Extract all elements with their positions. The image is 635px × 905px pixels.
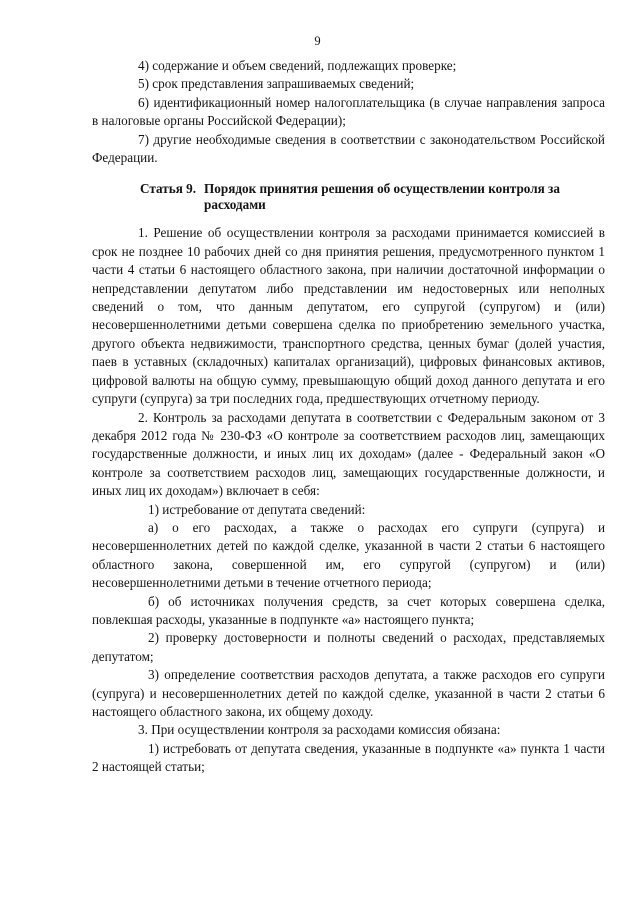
paragraph-2: 2. Контроль за расходами депутата в соответствии с Федеральным законом от 3 декабря 2012 года № 230-ФЗ «О контроле за соответствием расходов лиц, замещающих государственные должности, и иных лиц их доходам» (далее - Федеральный закон «О контроле за соответствием расходов лиц, замещающих государственные должности, и иных лиц их доходам») включает в себя: bbox=[92, 409, 605, 499]
list-item-6: 6) идентификационный номер налогоплательщика (в случае направления запроса в налоговые органы Российской Федерации); bbox=[92, 94, 605, 129]
paragraph-3-subitem-1: 1) истребовать от депутата сведения, указанные в подпункте «а» пункта 1 части 2 настоящей статьи; bbox=[92, 740, 605, 775]
list-item-7: 7) другие необходимые сведения в соответствии с законодательством Российской Федерации. bbox=[92, 131, 605, 166]
paragraph-3: 3. При осуществлении контроля за расходами комиссия обязана: bbox=[138, 722, 501, 738]
article-heading bbox=[92, 181, 605, 213]
list-item-4: 4) содержание и объем сведений, подлежащих проверке; bbox=[138, 58, 457, 73]
subitem-1: 1) истребование от депутата сведений: bbox=[148, 501, 366, 517]
article-number: Статья 9. bbox=[140, 181, 197, 197]
page-number: 9 bbox=[314, 34, 321, 48]
article-title: Порядок принятия решения об осуществлении контроля за расходами bbox=[204, 181, 560, 213]
subitem-3: 3) определение соответствия расходов депутата, а также расходов его супруги (супруга) и несовершеннолетних детей по каждой сделке, указанной в части 2 статьи 6 настоящего областного закона, их общему доходу. bbox=[92, 667, 605, 719]
subitem-b: б) об источниках получения средств, за счет которых совершена сделка, повлекшая расходы, указанные в подпункте «а» настоящего пункта; bbox=[92, 593, 605, 627]
subitem-2: 2) проверку достоверности и полноты сведений о расходах, представляемых депутатом; bbox=[92, 630, 605, 664]
paragraph-1: 1. Решение об осуществлении контроля за расходами принимается комиссией в срок не позднее 10 рабочих дней со дня принятия решения, предусмотренного пунктом 1 части 4 статьи 6 настоящего областного закона, при наличии достаточной информации о непредставлении депутатом либо представлении им недостоверных или неполных сведений о том, что данным депутатом, его супругой (супругом) и (или) несовершеннолетними детьми совершена сделка по приобретению земельного участка, другого объекта недвижимости, транспортного средства, ценных бумаг (долей участия, паев в уставных (складочных) капиталах организаций), цифровых финансовых активов, цифровой валюты на общую сумму, превышающую общий доход данного депутата и его супруги (супруга) за три последних года, предшествующих отчетному периоду. bbox=[92, 225, 605, 407]
subitem-a: а) о его расходах, а также о расходах его супруги (супруга) и несовершеннолетних детей по каждой сделке, указанной в части 2 статьи 6 настоящего областного закона, совершенной им, его супругой (супругом) и (или) несовершеннолетними детьми в течение отчетного периода; bbox=[92, 519, 605, 591]
list-item-5: 5) срок представления запрашиваемых сведений; bbox=[138, 76, 415, 92]
document-body bbox=[92, 57, 605, 777]
